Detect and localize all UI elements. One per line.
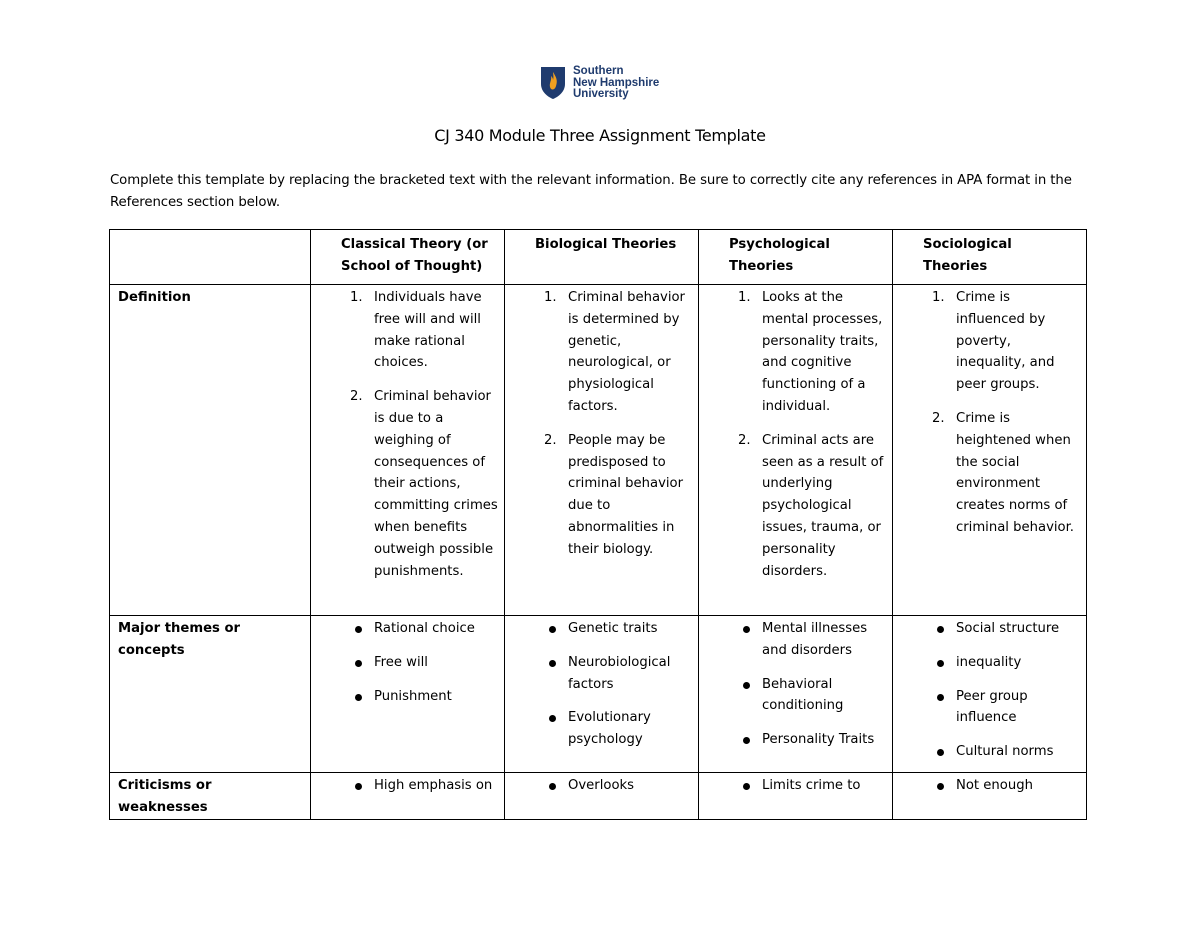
list-item: Overlooks — [505, 775, 698, 797]
themes-list-classical — [311, 618, 504, 707]
header-cell — [505, 230, 699, 285]
bullet-icon — [743, 737, 750, 744]
definition-list-classical — [311, 287, 504, 582]
bullet-icon — [355, 626, 362, 633]
definition-row — [110, 285, 1087, 616]
list-item: 1. Individuals have free will and will make rational choices. — [350, 290, 482, 371]
criticisms-list-classical — [311, 775, 504, 797]
list-item: Evolutionary psychology — [505, 707, 698, 751]
criticisms-list-biological — [505, 775, 698, 797]
bullet-icon — [937, 749, 944, 756]
shield-flame-icon — [540, 66, 566, 100]
definition-list-sociological — [893, 287, 1086, 539]
list-item: 1. Criminal behavior is determined by genetic, neurological, or physiological factors. — [544, 290, 685, 414]
row-label-major-themes: Major themes or concepts — [118, 621, 241, 658]
list-item: Cultural norms — [893, 741, 1086, 763]
bullet-icon — [549, 715, 556, 722]
row-label-definition: Definition — [118, 290, 191, 305]
header-cell — [893, 230, 1087, 285]
list-item: Not enough — [893, 775, 1086, 797]
list-item: Punishment — [311, 686, 504, 708]
themes-list-biological — [505, 618, 698, 751]
header-psychological: Psychological Theories — [729, 237, 830, 274]
list-item: 1. Looks at the mental processes, personality traits, and cognitive functioning of a individual. — [738, 290, 883, 414]
header-classical: Classical Theory (or School of Thought) — [341, 237, 488, 274]
logo-line: New Hampshire — [573, 76, 660, 89]
definition-list-biological — [505, 287, 698, 561]
header-cell — [311, 230, 505, 285]
list-item: 2. Crime is heightened when the social environment creates norms of criminal behavior. — [932, 410, 1075, 535]
bullet-icon — [355, 694, 362, 701]
intro-paragraph: Complete this template by replacing the bracketed text with the relevant information. Be sure to correctly cite any references in APA format in the References section below. — [110, 173, 1072, 210]
bullet-icon — [937, 626, 944, 633]
bullet-icon — [355, 783, 362, 790]
row-label-criticisms: Criticisms or weaknesses — [118, 778, 212, 815]
list-item: Neurobiological factors — [505, 652, 698, 696]
list-item: Rational choice — [311, 618, 504, 640]
university-logo — [540, 66, 659, 101]
page-title: CJ 340 Module Three Assignment Template — [434, 126, 766, 145]
bullet-icon — [743, 626, 750, 633]
themes-list-psychological — [699, 618, 892, 751]
logo-wordmark — [573, 66, 659, 101]
bullet-icon — [743, 783, 750, 790]
list-item: 2. Criminal acts are seen as a result of underlying psychological issues, trauma, or personality disorders. — [738, 432, 884, 579]
header-biological: Biological Theories — [535, 237, 677, 252]
theories-table — [109, 229, 1087, 820]
bullet-icon — [937, 660, 944, 667]
list-item: Personality Traits — [699, 729, 892, 751]
list-item: Free will — [311, 652, 504, 674]
list-item: Limits crime to — [699, 775, 892, 797]
bullet-icon — [549, 626, 556, 633]
criticisms-list-psychological — [699, 775, 892, 797]
list-item: inequality — [893, 652, 1086, 674]
criticisms-list-sociological — [893, 775, 1086, 797]
list-item: Mental illnesses and disorders — [699, 618, 892, 662]
list-item: 1. Crime is influenced by poverty, inequality, and peer groups. — [932, 290, 1055, 393]
logo-line: Southern — [573, 65, 624, 77]
header-cell — [699, 230, 893, 285]
list-item: High emphasis on — [311, 775, 504, 797]
criticisms-row — [110, 773, 1087, 820]
list-item: Genetic traits — [505, 618, 698, 640]
list-item: Peer group influence — [893, 686, 1086, 730]
list-item: 2. People may be predisposed to criminal behavior due to abnormalities in their biology. — [544, 432, 684, 557]
header-sociological: Sociological Theories — [923, 237, 1012, 274]
bullet-icon — [937, 694, 944, 701]
major-themes-row — [110, 616, 1087, 773]
list-item: Behavioral conditioning — [699, 674, 892, 718]
themes-list-sociological — [893, 618, 1086, 763]
list-item: Social structure — [893, 618, 1086, 640]
list-item: 2. Criminal behavior is due to a weighing of consequences of their actions, committing crimes when benefits outweigh possible punishments. — [350, 389, 498, 579]
bullet-icon — [743, 682, 750, 689]
bullet-icon — [937, 783, 944, 790]
header-row — [110, 230, 1087, 285]
bullet-icon — [355, 660, 362, 667]
bullet-icon — [549, 783, 556, 790]
header-cell-empty — [110, 230, 311, 285]
definition-list-psychological — [699, 287, 892, 582]
logo-line: University — [573, 88, 629, 100]
bullet-icon — [549, 660, 556, 667]
